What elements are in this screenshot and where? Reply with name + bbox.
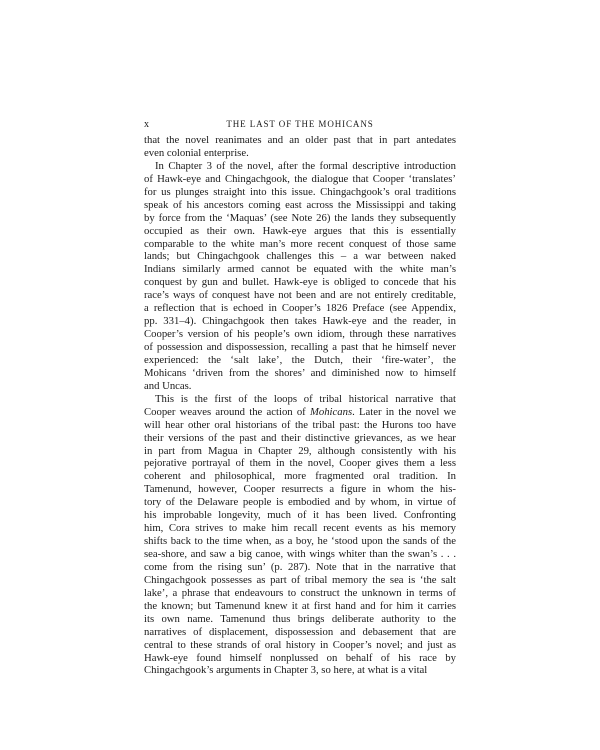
text-line: a reflection that is echoed in Cooper’s 1826 Preface (see Appendix, [144,302,456,315]
text-line: his improbable longevity, much of it has been lived. Confronting [144,509,456,522]
text-line: occupied as their own. Hawk-eye argues that this is essentially [144,224,456,237]
text-line: lake’, a phrase that endeavours to construct the unknown in terms of [144,586,456,599]
text-line: for us plunges straight into this issue. Chingachgook’s oral traditions [144,185,456,198]
paragraph [144,160,456,393]
text-line: pp. 331–4). Chingachgook then takes Hawk-eye and the reader, in [144,315,456,328]
text-line: of Hawk-eye and Chingachgook, the dialogue that Cooper ‘translates’ [144,172,456,185]
text-line: come from the rising sun’ (p. 287). Note that in the narrative that [144,560,456,573]
text-line: Chingachgook’s arguments in Chapter 3, so here, at what is a vital [144,664,428,677]
running-head [144,119,456,133]
text-line: lands; but Chingachgook challenges this – a war between naked [144,250,456,263]
text-line: Cooper’s version of his people’s own idiom, through these narratives [144,328,456,341]
text-line: experienced: the ‘salt lake’, the Dutch, their ‘fire-water’, the [144,353,456,366]
text-line: him, Cora strives to make him recall recent events as his memory [144,522,456,535]
text-line: conquest by gun and bullet. Hawk-eye is obliged to concede that his [144,276,456,289]
text-line: shifts back to the time when, as a boy, he ‘stood upon the sands of the [144,535,456,548]
text-line: the known; but Tamenund knew it at first hand and for him it carries [144,599,456,612]
text-line: coherent and philosophical, more fragmented oral tradition. In [144,470,456,483]
text-line: central to these strands of oral history in Cooper’s novel; and just as [144,638,456,651]
paragraph [144,134,456,160]
page-number: x [144,119,149,130]
text-line: sea-shore, and saw a big canoe, with wings whiter than the swan’s . . . [144,548,456,560]
text-line: This is the first of the loops of tribal historical narrative that [155,392,456,405]
text-line: their versions of the past and their distinctive grievances, as we hear [144,431,456,444]
text-line: Chingachgook possesses as part of tribal memory the sea is ‘the salt [144,573,456,586]
text-line: that the novel reanimates and an older past that in part antedates [144,134,456,146]
text-line: Indians similarly armed cannot be equated with the white man’s [144,263,456,276]
text-line: tory of the Delaware people is embodied and by whom, in virtue of [144,496,456,509]
body-text [144,134,456,677]
text-line: even colonial enterprise. [144,146,249,159]
text-line: in part from Magua in Chapter 29, although consistently with his [144,444,456,457]
text-line: Mohicans ‘driven from the shores’ and diminished now to himself [144,366,456,379]
text-line: will hear other oral historians of the tribal past: the Hurons too have [144,418,456,431]
text-line: Cooper weaves around the action of Mohicans. Later in the novel we [144,405,456,418]
text-line: Tamenund, however, Cooper resurrects a figure in whom the his- [144,483,456,496]
text-line: and Uncas. [144,379,192,392]
text-line: comparable to the white man’s more recent conquest of those same [144,237,456,250]
text-line: In Chapter 3 of the novel, after the formal descriptive introduction [155,159,456,172]
paragraph [144,393,456,678]
text-line: narratives of displacement, dispossession and debasement that are [144,625,456,638]
text-line: of possession and dispossession, recalling a past that he himself never [144,341,456,353]
text-line: speak of his ancestors coming east across the Mississippi and taking [144,198,456,211]
text-line: by force from the ‘Maquas’ (see Note 26) the lands they subsequently [144,211,456,224]
text-line: race’s ways of conquest have not been and are not entirely creditable, [144,289,456,302]
running-title: THE LAST OF THE MOHICANS [226,119,374,129]
text-line: its own name. Tamenund thus brings deliberate authority to the [144,612,456,625]
text-line: Hawk-eye found himself nonplussed on behalf of his race by [144,651,456,664]
text-line: pejorative portrayal of them in the novel, Cooper gives them a less [144,457,456,470]
